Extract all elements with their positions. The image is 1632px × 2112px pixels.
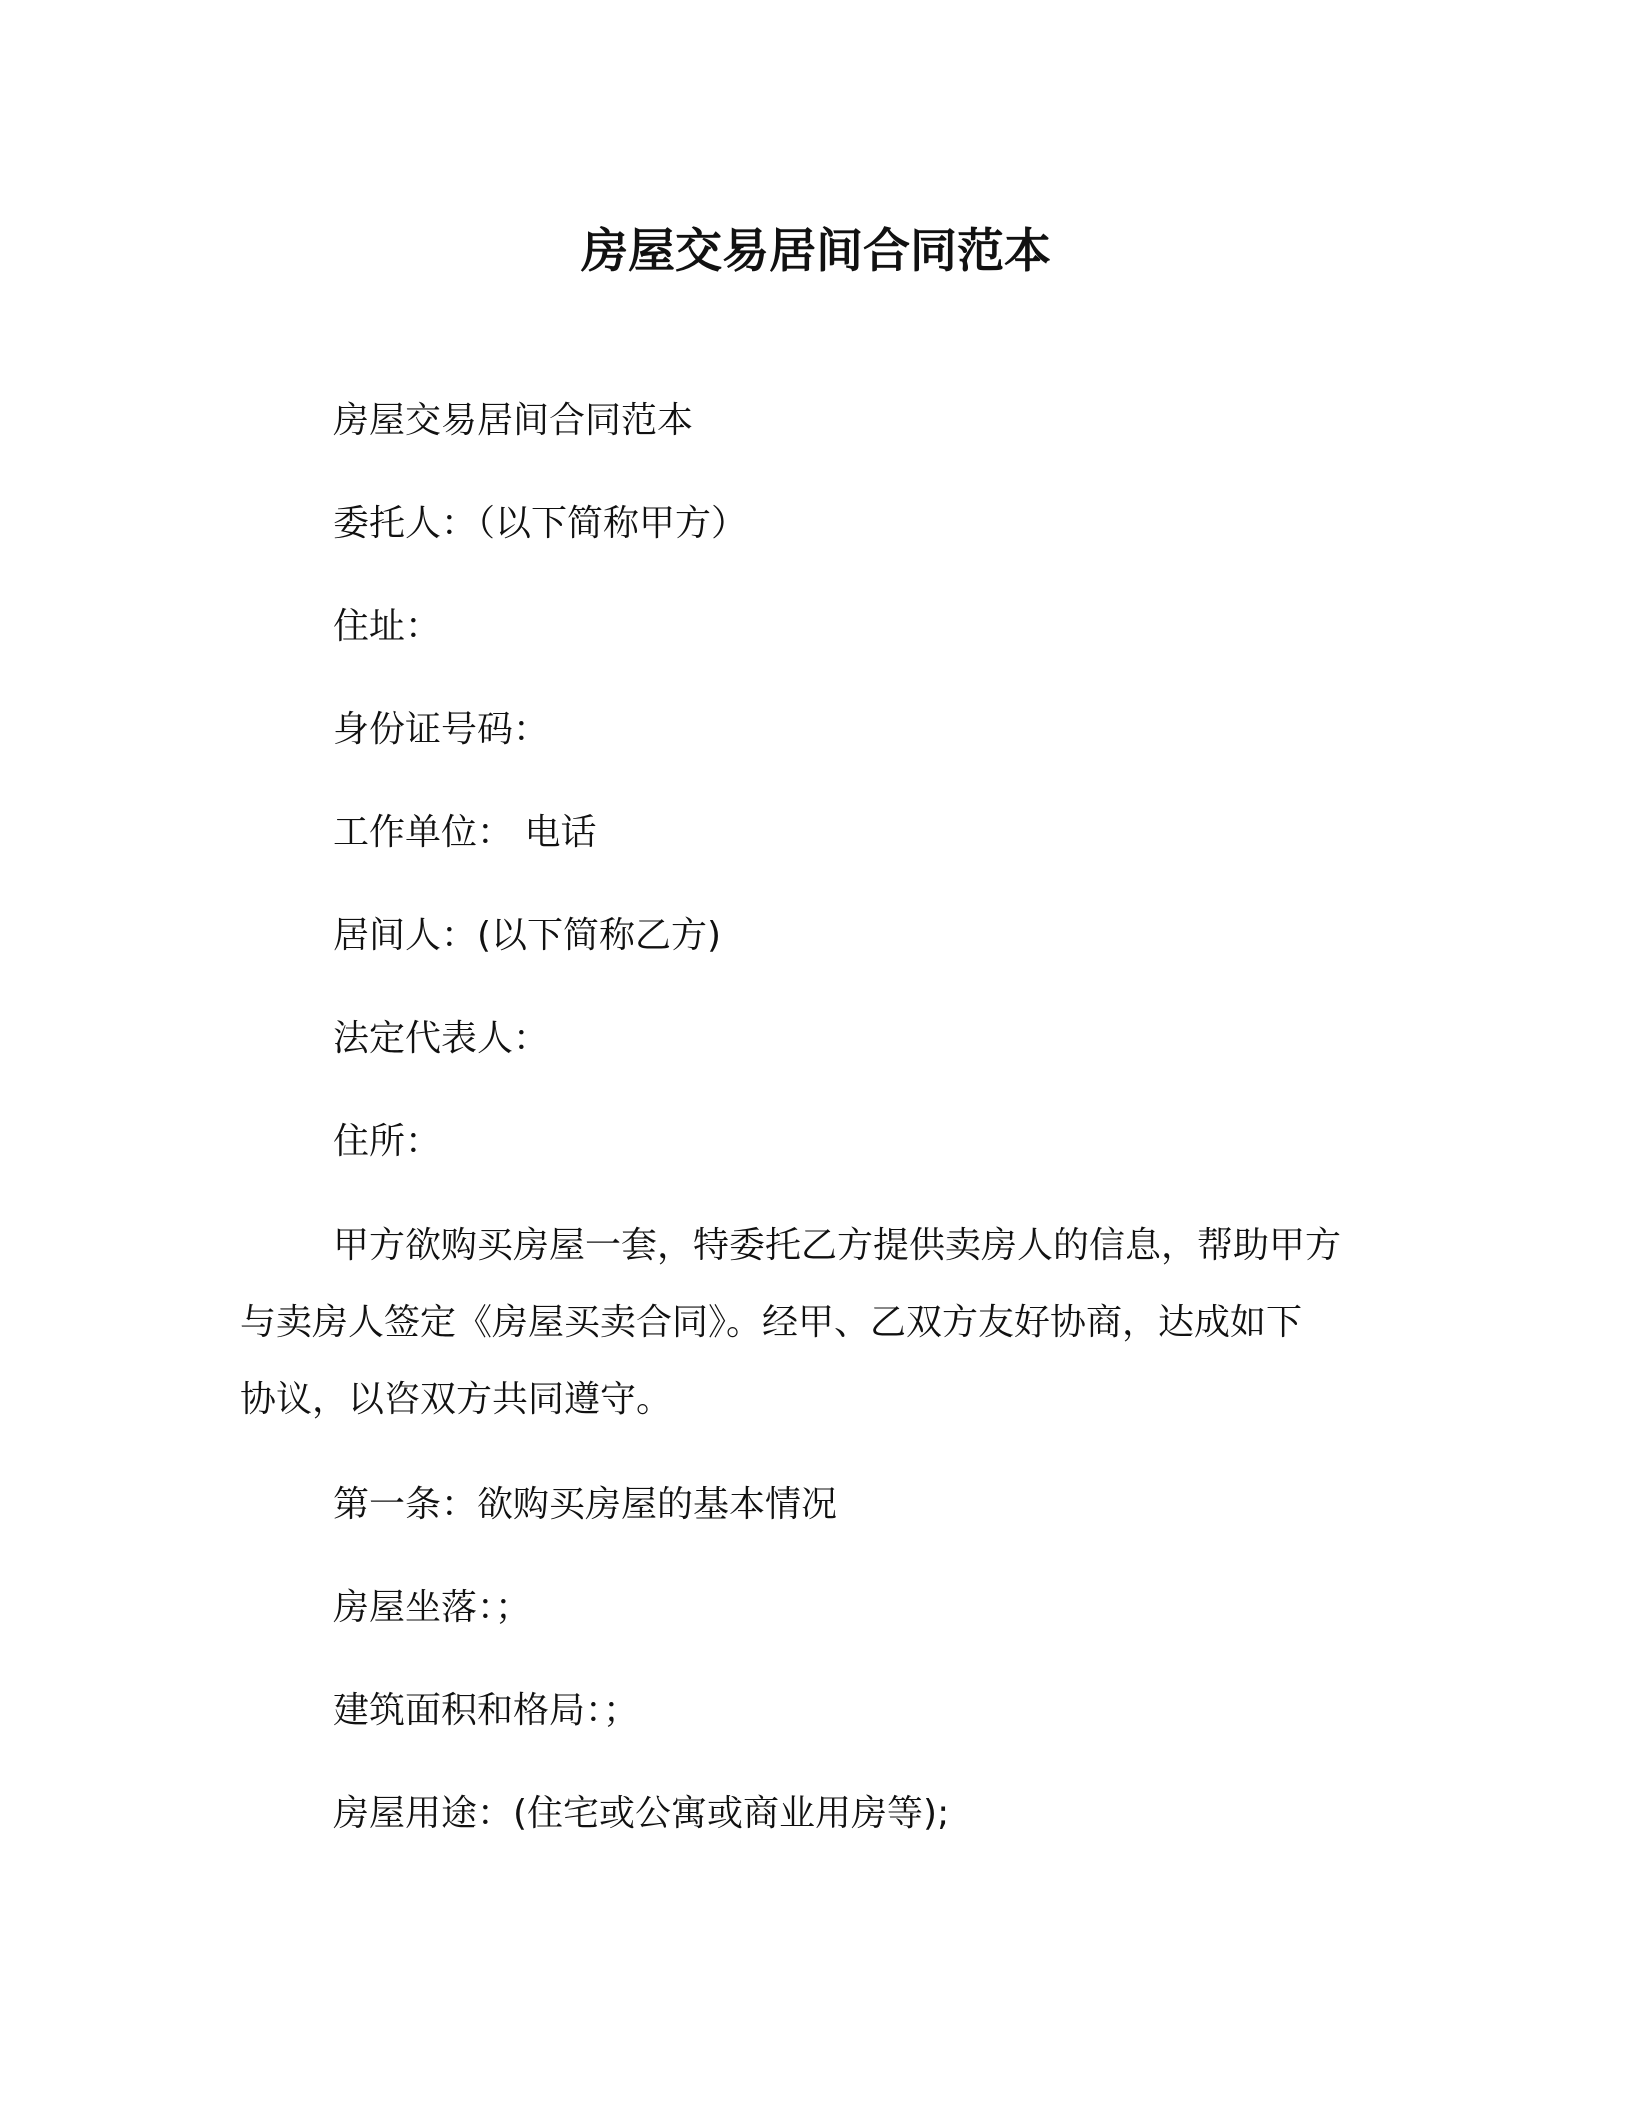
residence-line: 住所：	[333, 1121, 442, 1162]
paragraph-line: 协议，以咨双方共同遵守。	[240, 1379, 673, 1420]
house-usage-line: 房屋用途：(住宅或公寓或商业用房等);	[333, 1793, 950, 1834]
house-location-line: 房屋坐落：；	[333, 1587, 532, 1628]
id-number-line: 身份证号码：	[333, 709, 550, 750]
paragraph-line: 与卖房人签定《房屋买卖合同》。经甲、乙双方友好协商，达成如下	[240, 1302, 1303, 1343]
document-title: 房屋交易居间合同范本	[581, 224, 1051, 279]
address-line: 住址：	[333, 606, 442, 647]
client-line: 委托人：（以下简称甲方）	[333, 503, 748, 544]
subtitle-line: 房屋交易居间合同范本	[333, 400, 694, 441]
intermediary-line: 居间人：(以下简称乙方)	[333, 915, 722, 956]
floor-area-layout-line: 建筑面积和格局：；	[333, 1690, 640, 1731]
agreement-paragraph	[240, 1207, 1380, 1438]
paragraph-line: 甲方欲购买房屋一套，特委托乙方提供卖房人的信息，帮助甲方	[333, 1225, 1342, 1266]
workplace-phone-line: 工作单位： 电话	[333, 812, 597, 853]
article-one-heading: 第一条：欲购买房屋的基本情况	[333, 1484, 838, 1525]
legal-representative-line: 法定代表人：	[333, 1018, 550, 1059]
